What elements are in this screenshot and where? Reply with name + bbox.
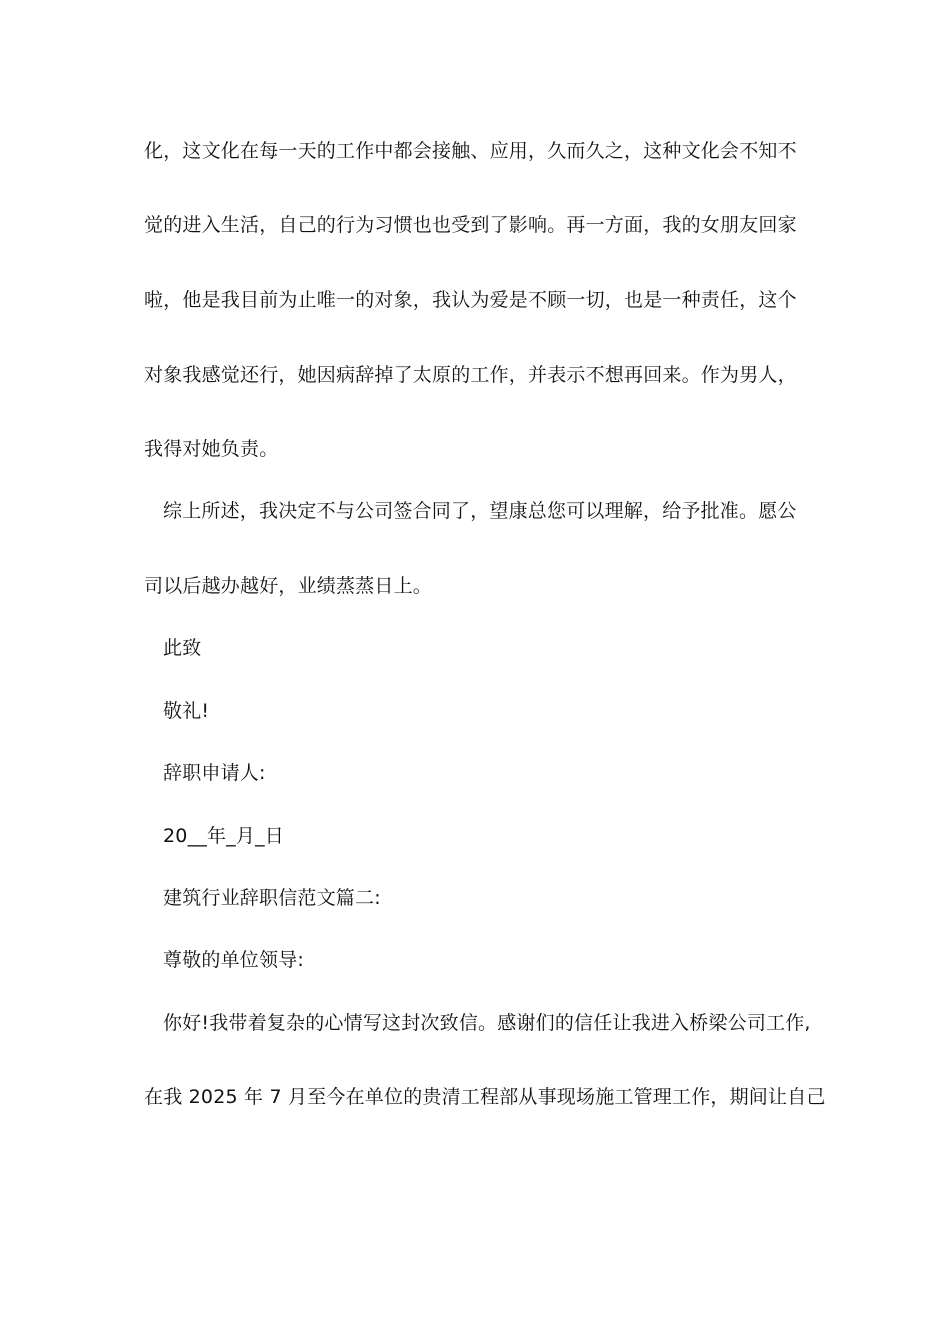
paragraph-line: 啦，他是我目前为止唯一的对象，我认为爱是不顾一切，也是一种责任，这个 [144,289,797,311]
paragraph-line: 化，这文化在每一天的工作中都会接触、应用，久而久之，这种文化会不知不 [144,140,797,162]
paragraph-line: 司以后越办越好，业绩蒸蒸日上。 [144,575,433,597]
letter-greeting: 尊敬的单位领导: [163,949,305,971]
paragraph-line: 对象我感觉还行，她因病辞掉了太原的工作，并表示不想再回来。作为男人， [144,364,797,386]
paragraph-line: 在我 2025 年 7 月至今在单位的贵清工程部从事现场施工管理工作，期间让自己 [144,1086,826,1108]
paragraph-line: 你好!我带着复杂的心情写这封次致信。感谢们的信任让我进入桥梁公司工作, [163,1012,811,1034]
closing-salutation: 此致 [163,637,202,659]
paragraph-line: 觉的进入生活，自己的行为习惯也也受到了影响。再一方面，我的女朋友回家 [144,214,797,236]
closing-regards: 敬礼! [163,700,210,722]
date-line: 20__年_月_日 [163,825,284,847]
section-heading: 建筑行业辞职信范文篇二: [163,887,381,909]
paragraph-line: 综上所述，我决定不与公司签合同了，望康总您可以理解，给予批准。愿公 [163,500,797,522]
signature-label: 辞职申请人: [163,762,266,784]
paragraph-line: 我得对她负责。 [144,438,279,460]
